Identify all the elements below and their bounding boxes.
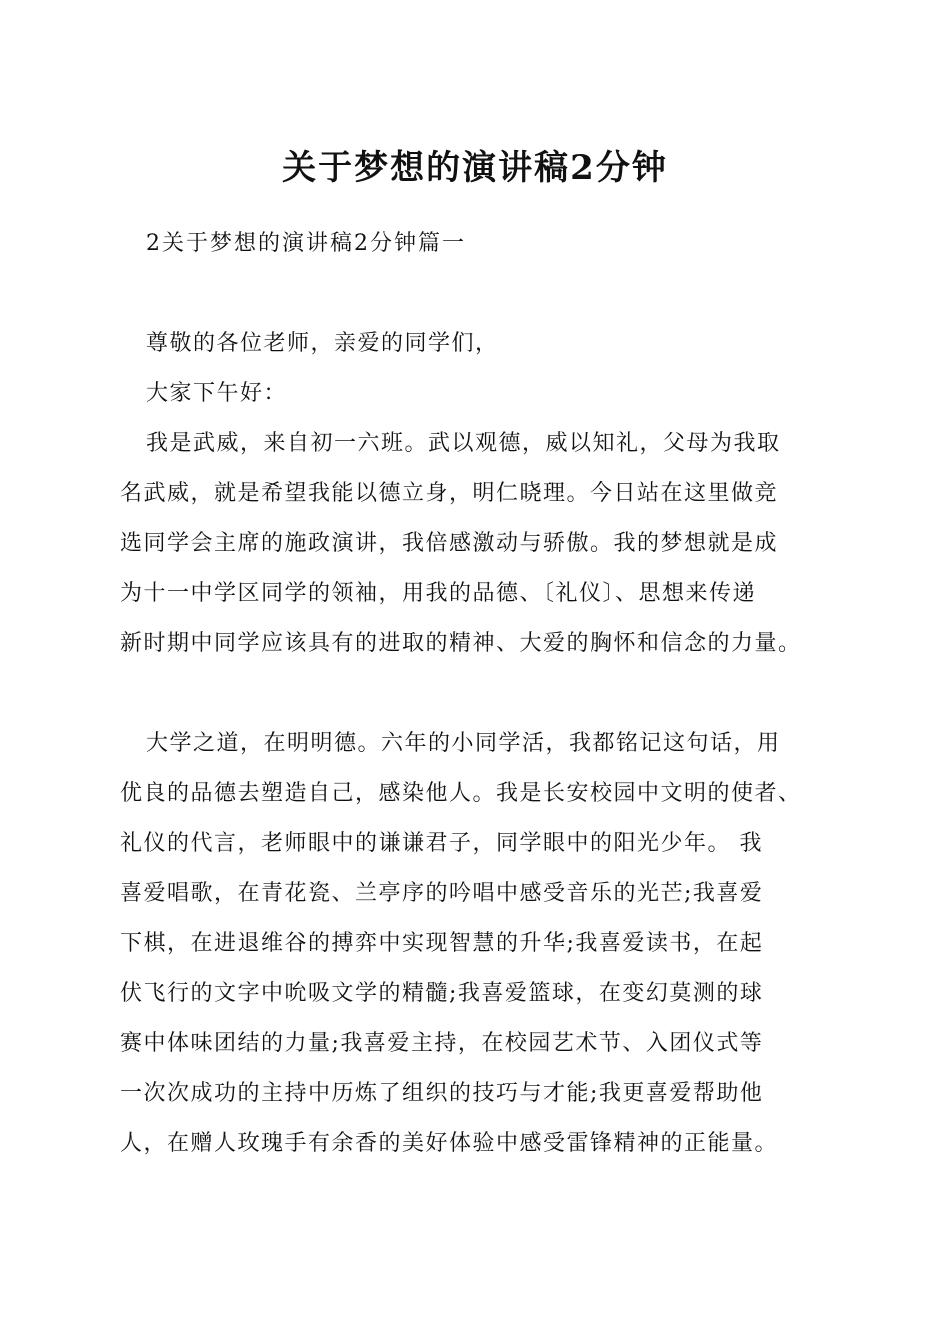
text-line: 伏飞行的文字中吮吸文学的精髓;我喜爱篮球，在变幻莫测的球: [120, 981, 764, 1006]
text-line: 一次次成功的主持中历炼了组织的技巧与才能;我更喜爱帮助他: [120, 1081, 764, 1106]
text-line: 大家下午好：: [146, 381, 288, 406]
document-subtitle: 2关于梦想的演讲稿2分钟篇一: [146, 231, 466, 256]
text-line: 优良的品德去塑造自己，感染他人。我是长安校园中文明的使者、: [120, 781, 802, 806]
text-line: 选同学会主席的施政演讲，我倍感激动与骄傲。我的梦想就是成: [120, 531, 779, 556]
text-line: 人，在赠人玫瑰手有余香的美好体验中感受雷锋精神的正能量。: [120, 1131, 779, 1156]
text-line: 赛中体味团结的力量;我喜爱主持，在校园艺术节、入团仪式等: [120, 1031, 764, 1056]
text-line: 礼仪的代言，老师眼中的谦谦君子，同学眼中的阳光少年。 我: [120, 831, 763, 856]
text-line: 喜爱唱歌，在青花瓷、兰亭序的吟唱中感受音乐的光芒;我喜爱: [120, 881, 764, 906]
text-line: 名武威，就是希望我能以德立身，明仁晓理。今日站在这里做竞: [120, 481, 779, 506]
text-line: 下棋，在进退维谷的搏弈中实现智慧的升华;我喜爱读书，在起: [120, 931, 764, 956]
text-line: 为十一中学区同学的领袖，用我的品德、〔礼仪〕、思想来传递: [120, 581, 757, 606]
text-line: 我是武威，来自初一六班。武以观德，威以知礼，父母为我取: [146, 431, 781, 456]
text-line: 新时期中同学应该具有的进取的精神、大爱的胸怀和信念的力量。: [120, 631, 802, 656]
document-title: 关于梦想的演讲稿2分钟: [282, 148, 668, 188]
text-line: 大学之道，在明明德。六年的小同学活，我都铭记这句话，用: [146, 731, 781, 756]
text-line: 尊敬的各位老师，亲爱的同学们，: [146, 331, 499, 356]
